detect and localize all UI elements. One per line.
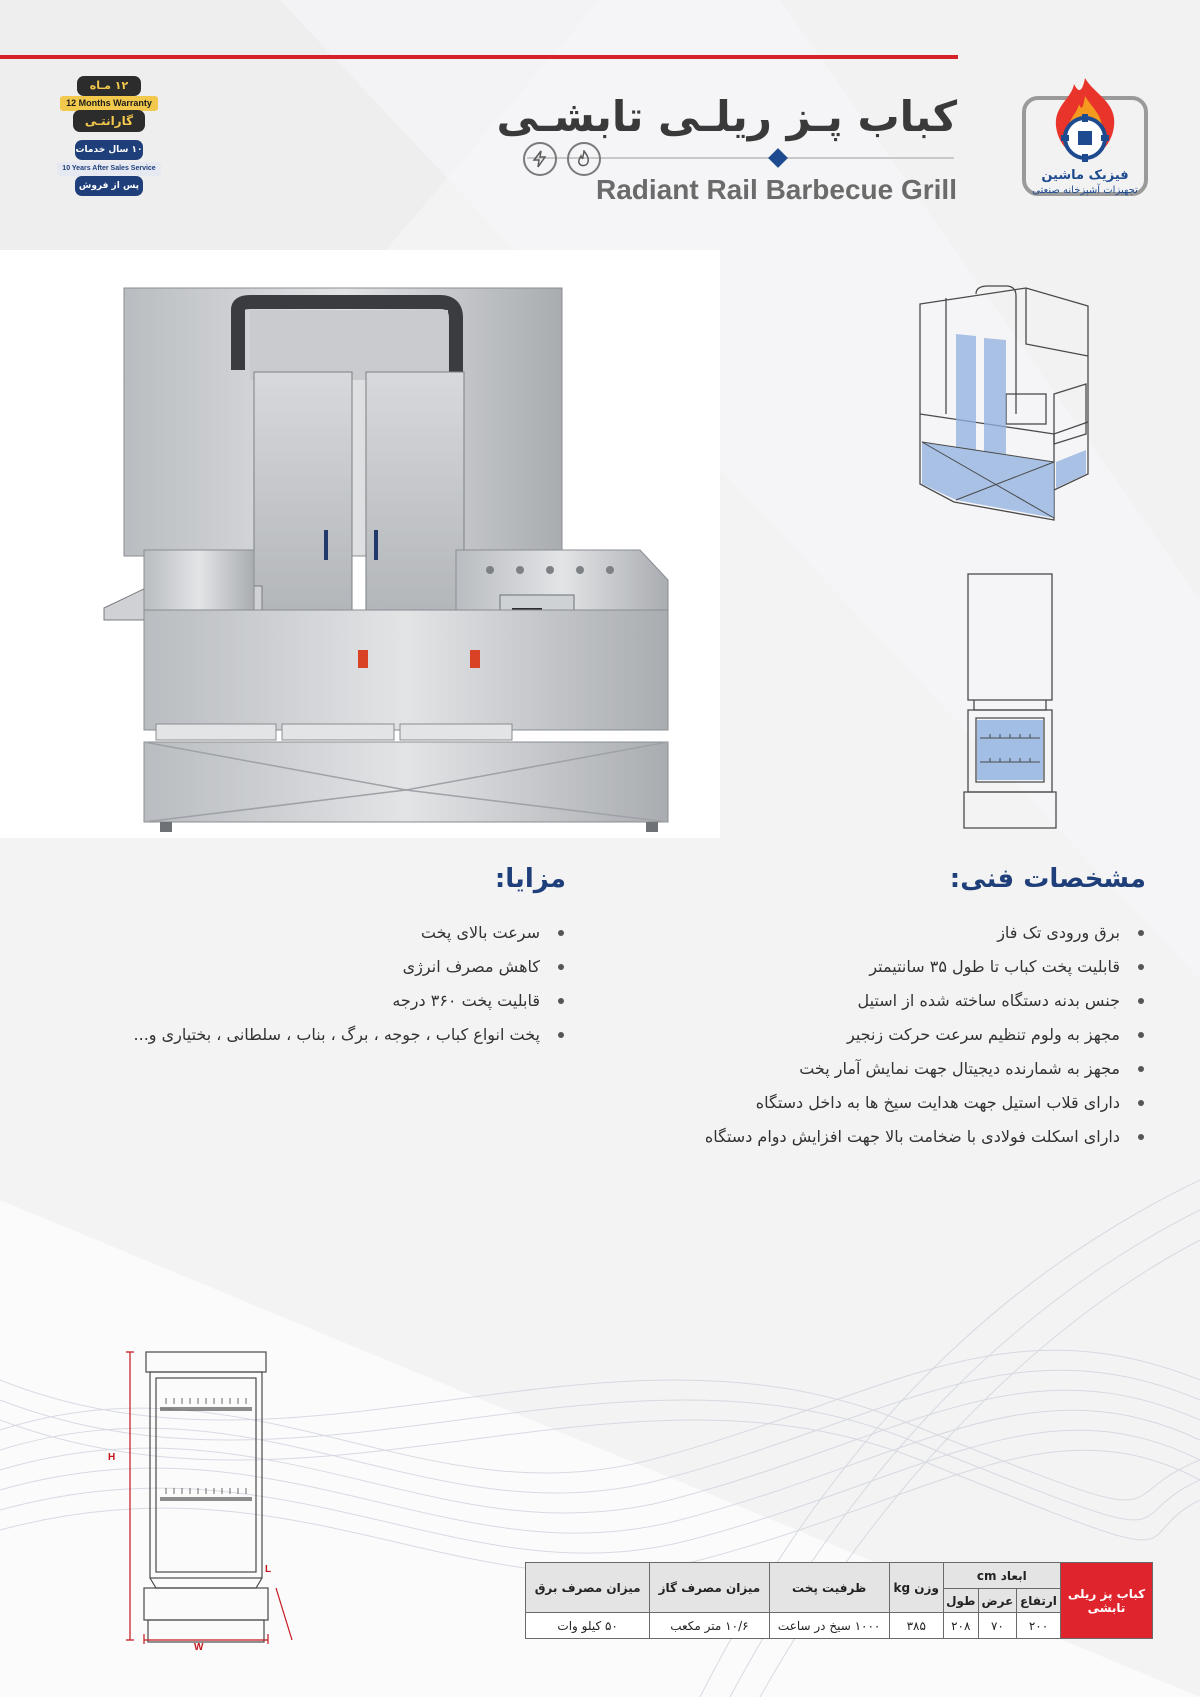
features-list <box>86 916 566 1052</box>
machine-sketch-front <box>960 570 1060 830</box>
flame-icon <box>567 142 601 176</box>
list-item: جنس بدنه دستگاه ساخته شده از استیل <box>626 984 1146 1018</box>
table-weight-header: وزن kg <box>889 1563 943 1613</box>
table-capacity-value: ۱۰۰۰ سیخ در ساعت <box>769 1613 889 1639</box>
list-item: دارای قلاب استیل جهت هدایت سیخ ها به داخل دستگاه <box>626 1086 1146 1120</box>
warranty-persian-badge: گارانتـی <box>73 110 145 132</box>
table-length-header: طول <box>943 1589 978 1613</box>
title-persian: کباب پـز ریلـی تابشـی <box>496 92 957 141</box>
table-width-value: ۷۰ <box>978 1613 1016 1639</box>
table-height-value: ۲۰۰ <box>1016 1613 1060 1639</box>
list-item: برق ورودی تک فاز <box>626 916 1146 950</box>
spec-table <box>525 1562 1153 1639</box>
dimension-drawing <box>108 1348 308 1648</box>
service-years-badge: ۱۰ سال خدمات <box>75 140 143 160</box>
table-gas-value: ۱۰/۶ متر مکعب <box>650 1613 769 1639</box>
features-title: مزایا: <box>494 864 566 894</box>
table-weight-value: ۳۸۵ <box>889 1613 943 1639</box>
table-height-header: ارتفاع <box>1016 1589 1060 1613</box>
list-item: دارای اسکلت فولادی با ضخامت بالا جهت افزایش دوام دستگاه <box>626 1120 1146 1154</box>
warranty-months-badge: ۱۲ مـاه <box>77 76 141 96</box>
specs-list <box>626 916 1146 1154</box>
width-dimension-label: W <box>194 1642 204 1653</box>
specs-title: مشخصات فنی: <box>949 864 1146 894</box>
logo-subtitle: تجهیزات آشپزخانه صنعتی <box>1032 185 1138 196</box>
list-item: قابلیت پخت کباب تا طول ۳۵ سانتیمتر <box>626 950 1146 984</box>
table-power-header: میزان مصرف برق <box>526 1563 650 1613</box>
product-photo <box>0 250 720 838</box>
list-item: کاهش مصرف انرژی <box>86 950 566 984</box>
length-dimension-label: L <box>265 1564 272 1575</box>
after-sales-badge: پس از فروش <box>75 176 143 196</box>
table-power-value: ۵۰ کیلو وات <box>526 1613 650 1639</box>
lightning-icon <box>523 142 557 176</box>
height-dimension-label: H <box>108 1452 116 1463</box>
logo-name: فیزیک ماشین <box>1041 168 1129 183</box>
table-dims-header: ابعاد cm <box>943 1563 1060 1589</box>
title-english: Radiant Rail Barbecue Grill <box>596 174 957 205</box>
list-item: سرعت بالای پخت <box>86 916 566 950</box>
warranty-english-badge: 12 Months Warranty <box>60 96 158 111</box>
header-red-rule <box>0 55 958 59</box>
table-length-value: ۲۰۸ <box>943 1613 978 1639</box>
table-gas-header: میزان مصرف گاز <box>650 1563 769 1613</box>
list-item: مجهز به شمارنده دیجیتال جهت نمایش آمار پخت <box>626 1052 1146 1086</box>
table-product-name: کباب پز ریلی تابشی <box>1061 1563 1153 1639</box>
list-item: قابلیت پخت ۳۶۰ درجه <box>86 984 566 1018</box>
list-item: پخت انواع کباب ، جوجه ، برگ ، بناب ، سلطانی ، بختیاری و... <box>86 1018 566 1052</box>
table-capacity-header: ظرفیت پخت <box>769 1563 889 1613</box>
machine-sketch-perspective <box>916 284 1092 534</box>
list-item: مجهز به ولوم تنظیم سرعت حرکت زنجیر <box>626 1018 1146 1052</box>
service-english-badge: 10 Years After Sales Service <box>57 162 161 176</box>
table-width-header: عرض <box>978 1589 1016 1613</box>
